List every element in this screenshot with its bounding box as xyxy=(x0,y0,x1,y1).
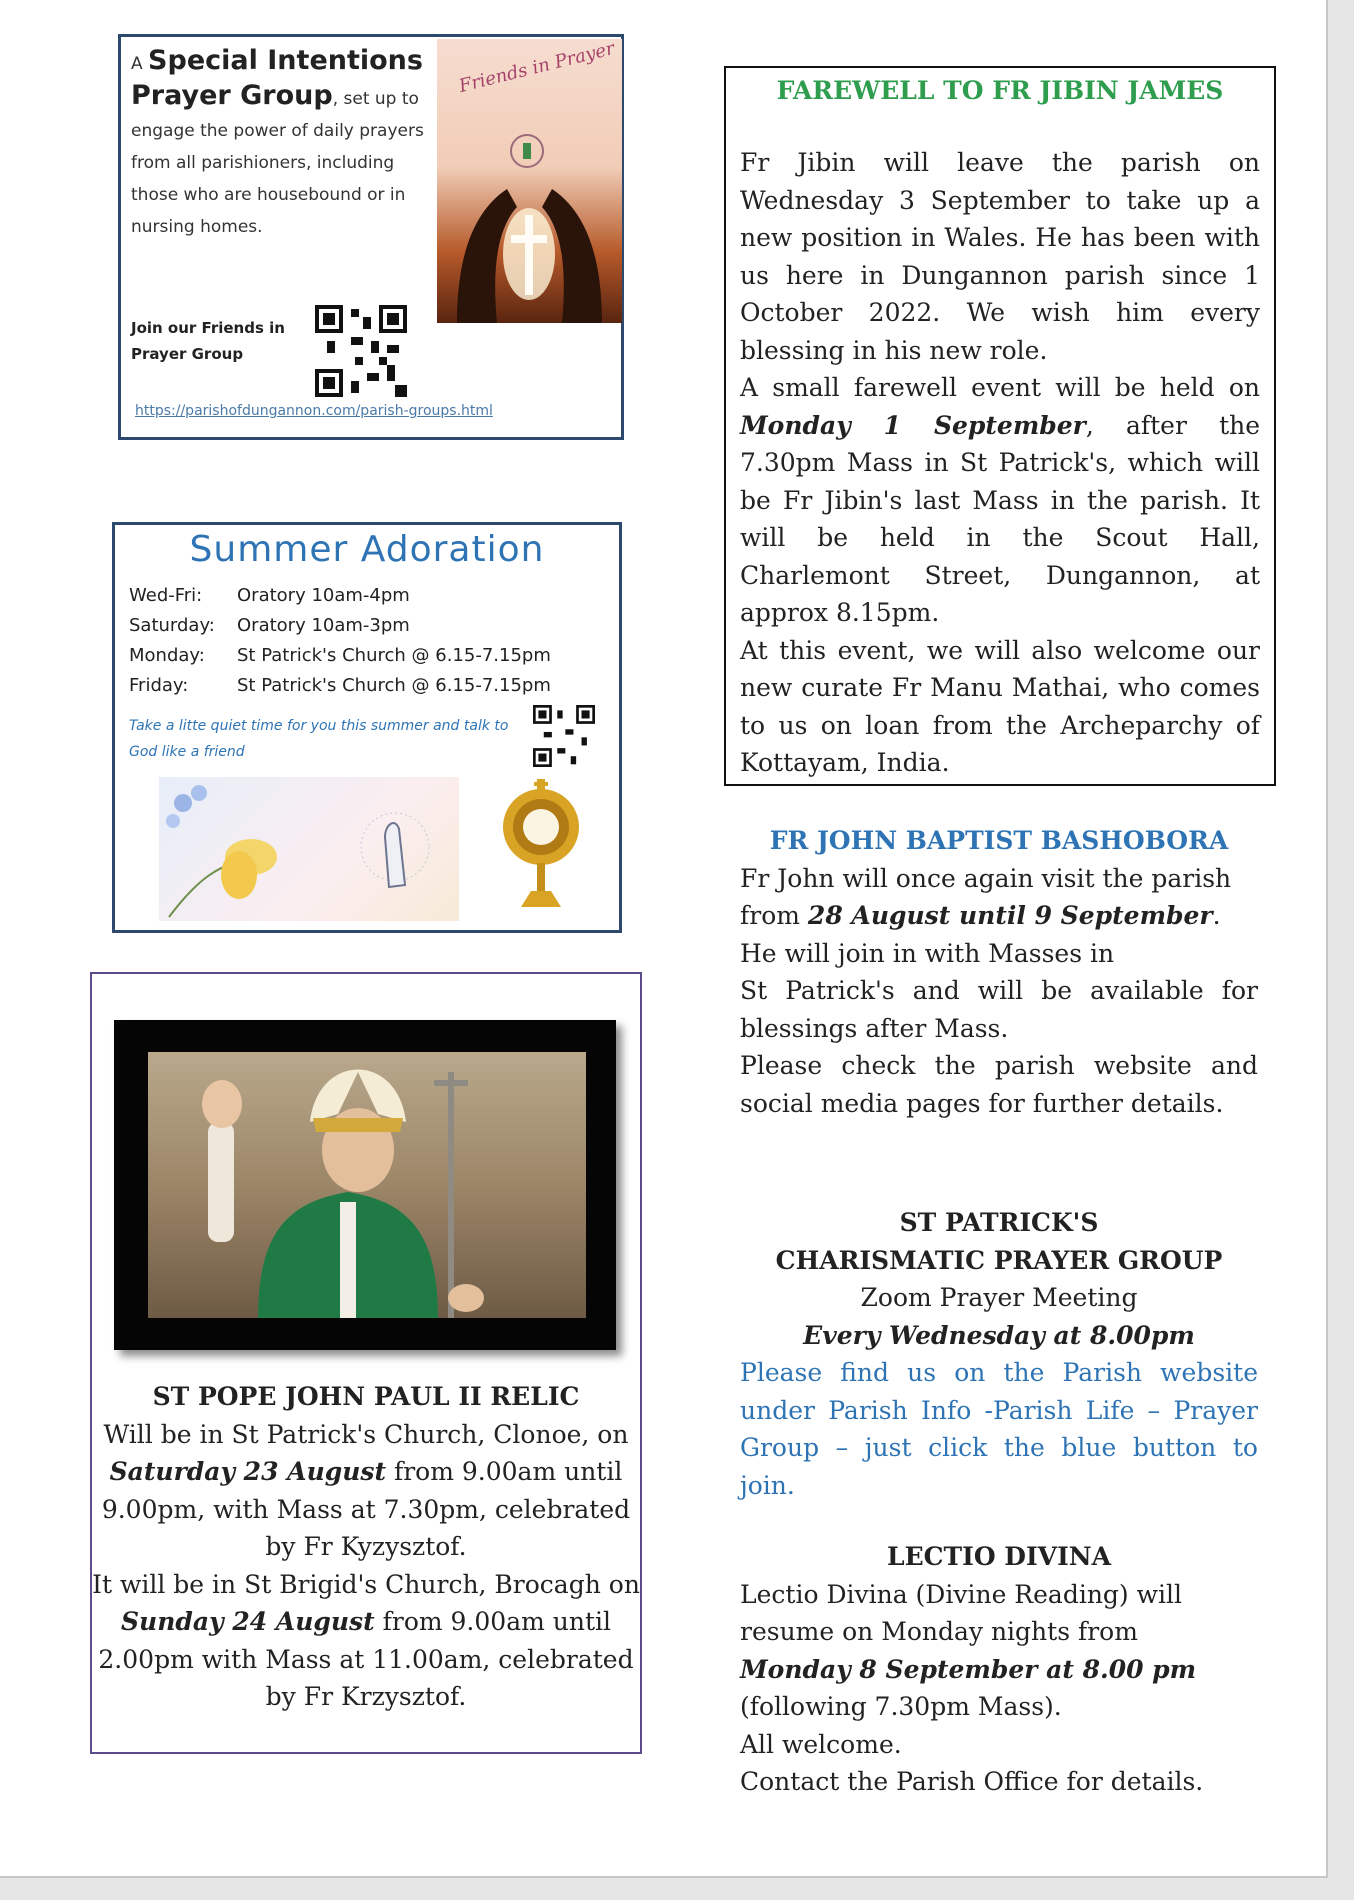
schedule-time: Oratory 10am-4pm xyxy=(237,585,410,606)
schedule-day: Wed-Fri: xyxy=(129,585,203,606)
schedule-row xyxy=(129,581,551,611)
farewell-paragraph: Fr Jibin will leave the parish on Wednesday 3 September to take up a new position in Wales. He has been with us here in Dungannon parish since 1 October 2022. We wish him every blessing in his new role. xyxy=(740,148,1260,365)
adoration-schedule xyxy=(129,581,551,701)
summer-adoration-title: Summer Adoration xyxy=(189,529,545,570)
relic-brocagh-text: It will be in St Brigid's Church, Brocagh on xyxy=(92,1569,640,1599)
charismatic-heading-1: ST PATRICK'S xyxy=(899,1208,1099,1237)
fr-john-visit-end: . xyxy=(1212,901,1221,930)
lead-letter: A xyxy=(131,54,143,74)
schedule-day: Monday: xyxy=(129,645,205,666)
fr-john-check-website: Please check the parish website and social media pages for further details. xyxy=(740,1051,1258,1118)
friends-in-prayer-image xyxy=(437,39,622,323)
farewell-event-date: Monday 1 September xyxy=(740,410,1086,440)
relic-box xyxy=(90,972,642,1754)
farewell-event-paragraph xyxy=(740,369,1260,632)
farewell-event-details: , after the 7.30pm Mass in St Patrick's, which will be Fr Jibin's last Mass in the parish. It will be held in the Scout Hall, Charlemont Street, Dungannon, at approx 8.15pm. xyxy=(740,410,1261,627)
pope-figure-icon xyxy=(148,1052,586,1318)
meeting-time: Every Wednesday at 8.00pm xyxy=(803,1320,1195,1350)
schedule-row xyxy=(129,641,551,671)
lectio-following: (following 7.30pm Mass). xyxy=(740,1692,1062,1721)
farewell-heading: FAREWELL TO FR JIBIN JAMES xyxy=(776,76,1224,105)
pope-photo-frame xyxy=(114,1020,616,1350)
farewell-body xyxy=(740,144,1260,782)
flower-icon xyxy=(159,777,299,921)
schedule-day: Saturday: xyxy=(129,615,215,636)
lectio-intro: Lectio Divina (Divine Reading) will resume on Monday nights from xyxy=(740,1579,1183,1646)
cross-hands-icon xyxy=(437,39,622,323)
zoom-meeting-label: Zoom Prayer Meeting xyxy=(860,1283,1138,1312)
charismatic-heading-2: CHARISMATIC PRAYER GROUP xyxy=(775,1245,1223,1275)
friends-in-prayer-brand: Friends in Prayer xyxy=(456,38,617,97)
summer-adoration-box xyxy=(112,522,622,933)
friends-in-prayer-text xyxy=(131,45,441,243)
fr-john-heading: FR JOHN BAPTIST BASHOBORA xyxy=(769,826,1229,855)
relic-clonoe-date: Saturday 23 August xyxy=(109,1457,387,1486)
schedule-time: St Patrick's Church @ 6.15-7.15pm xyxy=(237,645,551,666)
farewell-box xyxy=(724,66,1276,786)
relic-brocagh-date: Sunday 24 August xyxy=(121,1607,375,1636)
fr-john-masses: He will join in with Masses in xyxy=(740,938,1115,968)
schedule-row xyxy=(129,611,551,641)
relic-heading: ST POPE JOHN PAUL II RELIC xyxy=(152,1382,580,1411)
charismatic-prayer-section xyxy=(740,1204,1258,1504)
fr-john-blessings: St Patrick's and will be available for blessings after Mass. xyxy=(740,976,1258,1043)
lectio-welcome: All welcome. xyxy=(740,1729,902,1759)
schedule-time: St Patrick's Church @ 6.15-7.15pm xyxy=(237,675,551,696)
relic-clonoe-paragraph xyxy=(92,1416,640,1566)
praying-hands-icon xyxy=(355,797,435,907)
relic-brocagh-details: from 9.00am until 2.00pm with Mass at 11.00am, celebrated by Fr Krzysztof. xyxy=(98,1607,634,1711)
farewell-event-text: A small farewell event will be held on xyxy=(740,373,1260,402)
qr-code-icon xyxy=(315,305,407,397)
pope-john-paul-photo xyxy=(148,1052,586,1318)
join-prayer-group-label: Join our Friends in Prayer Group xyxy=(131,319,285,363)
fr-john-visit xyxy=(740,860,1258,935)
friends-in-prayer-box xyxy=(118,34,624,440)
schedule-day: Friday: xyxy=(129,675,189,696)
schedule-row xyxy=(129,671,551,701)
adoration-note: Take a litte quiet time for you this summer and talk to God like a friend xyxy=(129,718,509,760)
parish-groups-link[interactable]: https://parishofdungannon.com/parish-groups.html xyxy=(135,403,493,419)
charismatic-info: Please find us on the Parish website under Parish Info -Parish Life – Prayer Group – just click the blue button to join. xyxy=(740,1358,1258,1500)
lectio-divina-section xyxy=(740,1538,1258,1801)
relic-text xyxy=(92,1378,640,1716)
relic-clonoe-text: Will be in St Patrick's Church, Clonoe, on xyxy=(103,1419,629,1449)
schedule-time: Oratory 10am-3pm xyxy=(237,615,410,636)
lectio-heading: LECTIO DIVINA xyxy=(886,1542,1112,1571)
adoration-artwork xyxy=(159,777,459,921)
monstrance-icon xyxy=(493,771,589,911)
relic-brocagh-paragraph xyxy=(92,1566,640,1716)
special-intentions-title: Special Intentions Prayer Group xyxy=(131,45,423,111)
fr-john-section xyxy=(740,822,1258,1122)
special-intentions-body: , set up to engage the power of daily prayers from all parishioners, including those who are housebound or in nursing homes. xyxy=(131,89,424,237)
fr-john-visit-dates: 28 August until 9 September xyxy=(807,901,1213,930)
lectio-contact: Contact the Parish Office for details. xyxy=(740,1767,1204,1796)
welcome-curate-paragraph: At this event, we will also welcome our new curate Fr Manu Mathai, who comes to us on loan from the Archeparchy of Kottayam, India. xyxy=(740,635,1260,777)
lectio-date: Monday 8 September at 8.00 pm xyxy=(740,1654,1197,1684)
qr-code-icon xyxy=(533,705,595,767)
relic-clonoe-details: from 9.00am until 9.00pm, with Mass at 7.30pm, celebrated by Fr Kyzysztof. xyxy=(101,1457,631,1561)
fr-john-visit-text: Fr John will once again visit the parish from xyxy=(740,863,1232,930)
